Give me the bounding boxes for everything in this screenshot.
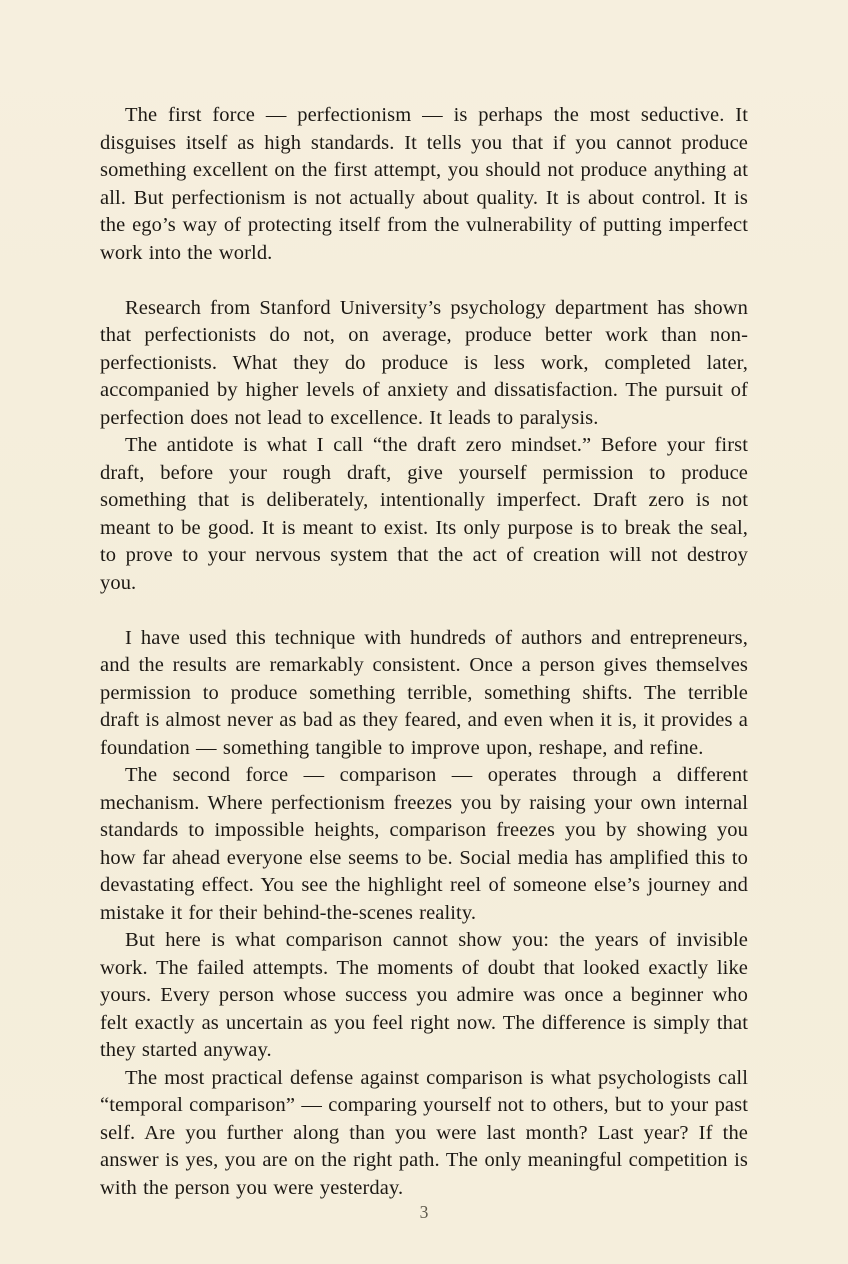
paragraph-technique-results: I have used this technique with hundreds of authors and entrepreneurs, and the results are remarkably consistent. Once a person gives themselves permission to produce something terrible, something shifts. The terrible draft is almost never as bad as they feared, and even when it is, it provides a foundation — something tangible to improve upon, reshape, and refine. — [100, 626, 748, 759]
paragraph-comparison: The second force — comparison — operates through a different mechanism. Where perfectionism freezes you by raising your own internal standards to impossible heights, comparison freezes you by showing you how far ahead everyone else seems to be. Social media has amplified this to devastating effect. You see the highlight reel of someone else’s journey and mistake it for their behind-the-scenes reality. — [100, 764, 748, 924]
page-text-column — [100, 102, 748, 1202]
paragraph-perfectionism: The first force — perfectionism — is perhaps the most seductive. It disguises itself as high standards. It tells you that if you cannot produce something excellent on the first attempt, you should not produce anything at all. But perfectionism is not actually about quality. It is about control. It is the ego’s way of protecting itself from the vulnerability of putting imperfect work into the world. — [100, 104, 748, 264]
paragraph-invisible-work: But here is what comparison cannot show you: the years of invisible work. The failed attempts. The moments of doubt that looked exactly like yours. Every person whose success you admire was once a beginner who felt exactly as uncertain as you feel right now. The difference is simply that they started anyway. — [100, 929, 748, 1061]
paragraph-stanford-research: Research from Stanford University’s psychology department has shown that perfectionists do not, on average, produce better work than non-perfectionists. What they do produce is less work, completed later, accompanied by higher levels of anxiety and dissatisfaction. The pursuit of perfection does not lead to excellence. It leads to paralysis. — [100, 296, 748, 429]
paragraph-temporal-comparison: The most practical defense against comparison is what psychologists call “temporal comparison” — comparing yourself not to others, but to your past self. Are you further along than you were last month? Last year? If the answer is yes, you are on the right path. The only meaningful competition is with the person you were yesterday. — [100, 1066, 748, 1199]
page-number: 3 — [419, 1202, 429, 1222]
paragraph-draft-zero: The antidote is what I call “the draft zero mindset.” Before your first draft, before your rough draft, give yourself permission to produce something that is deliberately, intentionally imperfect. Draft zero is not meant to be good. It is meant to exist. Its only purpose is to break the seal, to prove to your nervous system that the act of creation will not destroy you. — [100, 434, 748, 594]
